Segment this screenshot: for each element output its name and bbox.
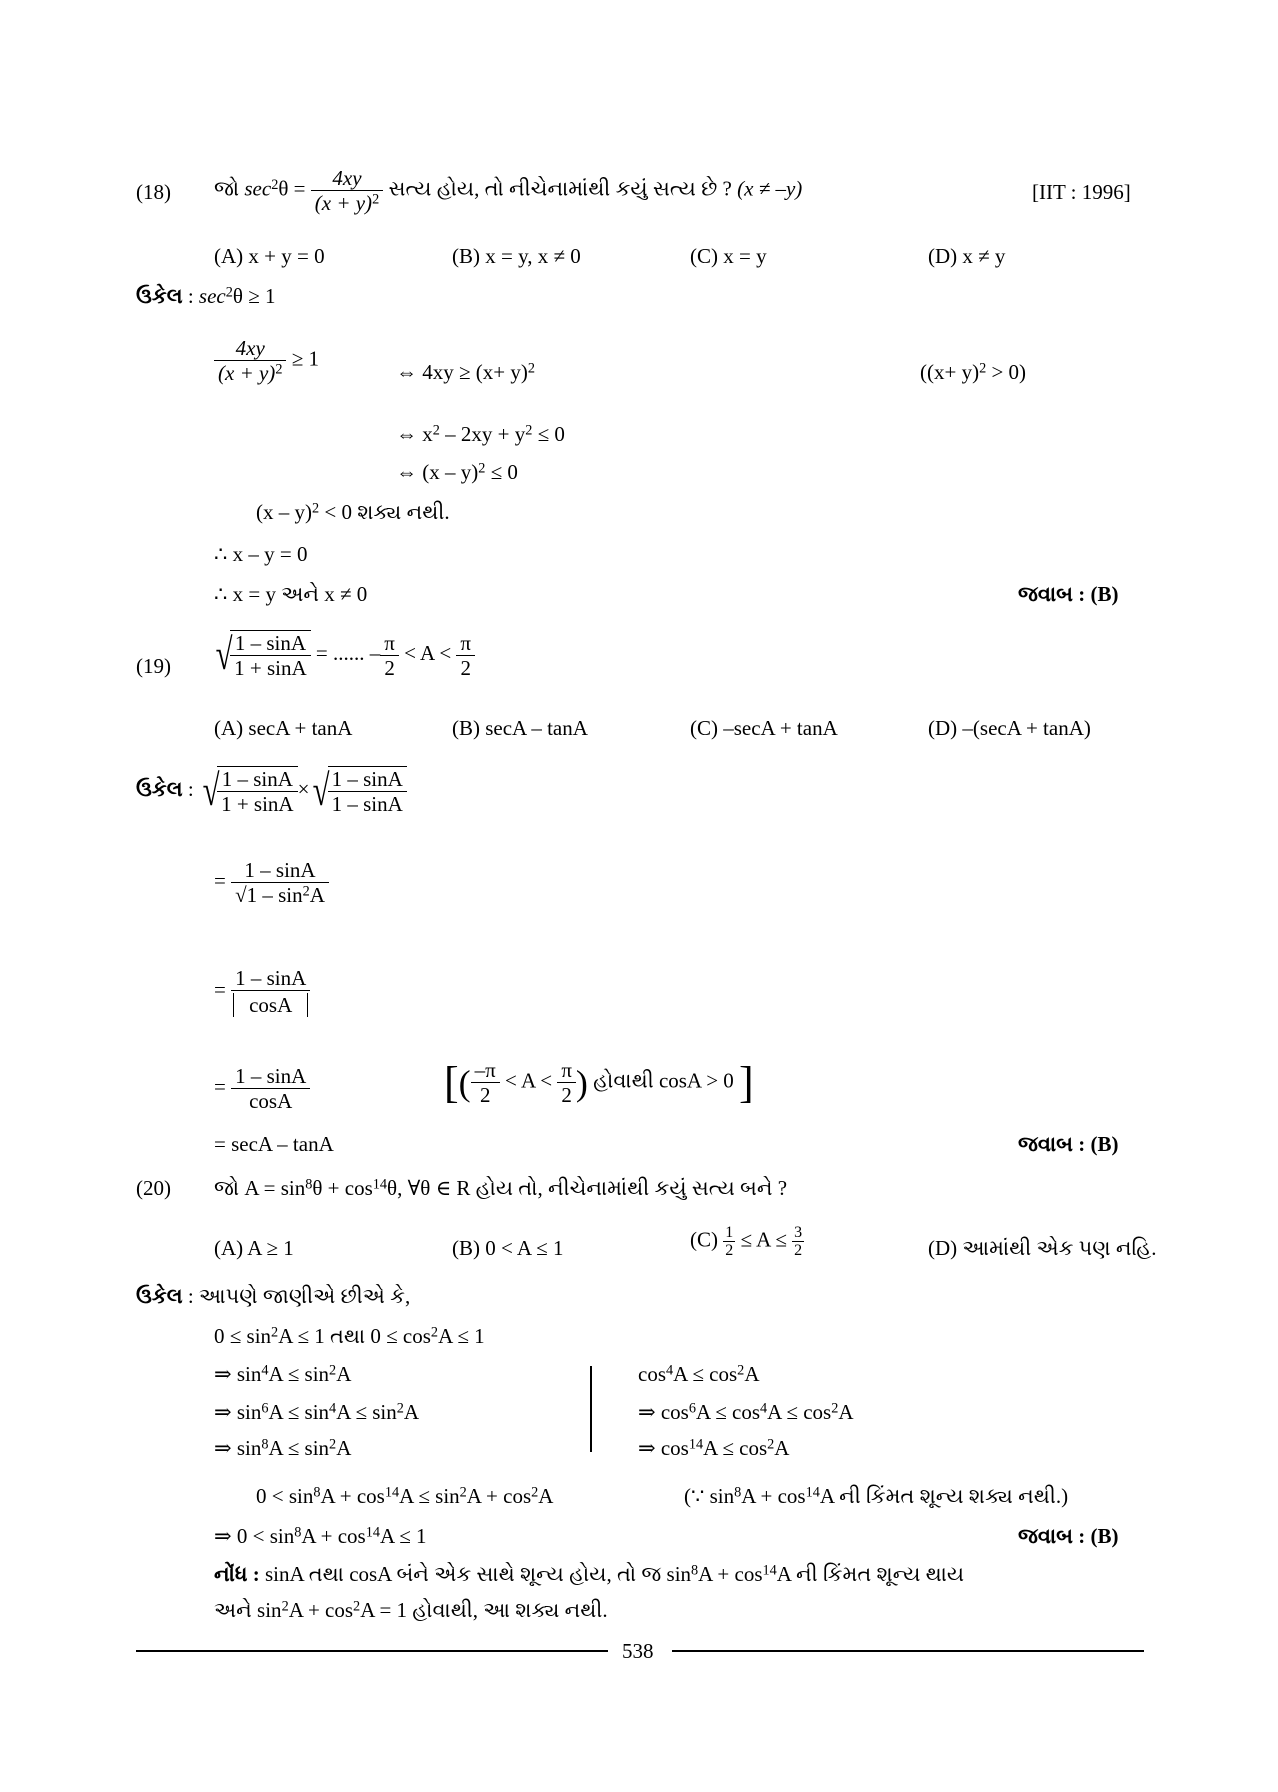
- q19-option-d: (D) –(secA + tanA): [928, 716, 1091, 740]
- q20-left-2-d: A: [403, 1400, 420, 1424]
- q20-left-2-a: ⇒ sin: [214, 1400, 262, 1424]
- q19-answer-label: જવાબ :: [1018, 1132, 1086, 1156]
- q19-sol-root-1-den: 1 + sinA: [221, 792, 294, 816]
- q19-line-2-den: cosA: [233, 993, 308, 1017]
- q20-line-6-b: A + cos: [301, 1524, 366, 1548]
- q20-three-num: 3: [794, 1224, 803, 1241]
- q18-option-a: (A) x + y = 0: [214, 244, 325, 268]
- q20-left-2-exp-c: 2: [396, 1400, 404, 1417]
- q20-left-2-exp-a: 6: [261, 1400, 269, 1417]
- q19-line-3-condition: [444, 1058, 754, 1107]
- q20-line-6: [214, 1524, 427, 1548]
- q19-line-3-num: 1 – sinA: [231, 1064, 310, 1089]
- q18-step-2-b: – 2xy + y: [439, 422, 526, 446]
- q18-step-3: [396, 460, 518, 484]
- q19-cond-low-num: –π: [471, 1058, 500, 1083]
- q18-option-d: (D) x ≠ y: [928, 244, 1006, 268]
- q18-step-1-den-exp: 2: [275, 361, 283, 378]
- q20-stem-a: જો A = sin: [214, 1176, 306, 1200]
- q19-line-3: [214, 1064, 310, 1113]
- q19-cond-high: [557, 1058, 576, 1107]
- q19-number: (19): [136, 654, 171, 678]
- q20-line-5-a: 0 < sin: [256, 1484, 314, 1508]
- q19-line-2: [214, 966, 310, 1017]
- q19-line-1: [214, 858, 329, 907]
- q20-line-1-exp-a: 2: [271, 1324, 279, 1341]
- q20-half-num: 1: [725, 1224, 734, 1241]
- q20-note-2-exp-b: 2: [353, 1598, 361, 1615]
- page-number: 538: [622, 1639, 654, 1663]
- q18-frac-den-exp: 2: [372, 191, 380, 208]
- q19-line-1-frac: [231, 858, 329, 907]
- q20-stem-exp-b: 14: [372, 1176, 388, 1193]
- q20-line-1-b: A ≤ 1 તથા 0 ≤ cos: [278, 1324, 431, 1348]
- q18-sol-ineq: θ ≥ 1: [232, 284, 276, 308]
- q20-option-d: (D) આમાંથી એક પણ નહિ.: [928, 1236, 1157, 1260]
- q20-left-1-c: A: [336, 1362, 352, 1386]
- q19-cond-high-num: π: [557, 1058, 576, 1083]
- q19-root-den: 1 + sinA: [234, 656, 307, 680]
- q18-step-2-c: ≤ 0: [532, 422, 565, 446]
- q18-step-2-exp-b: 2: [525, 422, 533, 439]
- q20-right-3-c: A: [774, 1436, 790, 1460]
- left-paren-icon: (: [458, 1062, 471, 1103]
- q18-step-1-den: (x + y): [218, 361, 276, 385]
- q20-line-5-note-exp-a: 8: [734, 1484, 742, 1501]
- q18-theta: θ =: [278, 176, 306, 201]
- q18-step-1-note: [920, 360, 1026, 384]
- q19-range-low: [380, 631, 399, 680]
- q20-option-c: [690, 1224, 804, 1259]
- q20-line-6-exp-a: 8: [294, 1524, 302, 1541]
- q20-option-c-half: [723, 1224, 735, 1259]
- q18-frac-den: (x + y): [314, 191, 373, 215]
- q18-step-4: [256, 500, 450, 524]
- q18-option-b: (B) x = y, x ≠ 0: [452, 244, 581, 268]
- q20-left-3: [214, 1436, 351, 1460]
- q19-root: [212, 630, 311, 680]
- q18-stem: [214, 166, 802, 215]
- q20-right-1-a: cos: [638, 1362, 666, 1386]
- q19-range-low-num: π: [380, 631, 399, 656]
- q20-line-5-note-c: A ની કિંમત શૂન્ય શક્ય નથી.): [819, 1484, 1069, 1508]
- radical-icon: √: [215, 630, 233, 679]
- left-bracket-icon: [: [444, 1057, 459, 1107]
- q18-step-1-note-tail: > 0): [986, 360, 1027, 384]
- q18-frac-num: 4xy: [311, 166, 383, 191]
- footer-rule-left: [136, 1650, 608, 1652]
- q19-range-high: [456, 631, 475, 680]
- q19-solution-colon: :: [187, 776, 194, 801]
- q20-left-1-a: ⇒ sin: [214, 1362, 262, 1386]
- q18-step-1-num: 4xy: [214, 336, 286, 361]
- q20-note-1-exp-b: 14: [762, 1562, 777, 1579]
- q20-note-1-c: A ની કિંમત શૂન્ય થાય: [776, 1562, 965, 1586]
- q20-option-c-three-half: [792, 1224, 804, 1259]
- q18-step-1-equiv-text: ⇔ 4xy ≥ (x+ y): [396, 360, 528, 384]
- q18-step-4-exp: 2: [312, 500, 320, 517]
- q20-right-3-exp-b: 2: [767, 1436, 775, 1453]
- q19-sol-root-2: [309, 766, 406, 816]
- q20-left-1-exp-a: 4: [261, 1362, 269, 1379]
- q19-line-1-den: 1 – sin: [246, 883, 303, 907]
- q20-line-5-e: A: [538, 1484, 554, 1508]
- q20-note-2-c: A = 1 હોવાથી, આ શક્ય નથી.: [360, 1598, 608, 1622]
- q18-step-1: [214, 336, 319, 385]
- q20-note-line-2: [214, 1598, 608, 1622]
- q19-root-num: 1 – sinA: [230, 631, 311, 656]
- q20-line-5-note-b: A + cos: [741, 1484, 806, 1508]
- q20-option-c-label: (C): [690, 1227, 718, 1252]
- q20-stem: [214, 1176, 787, 1200]
- q20-note-label: નોંધ :: [214, 1562, 260, 1586]
- q18-sec-exp: 2: [271, 176, 279, 193]
- q19-eq-dots: = ......: [315, 640, 365, 665]
- q18-option-c: (C) x = y: [690, 244, 767, 268]
- q20-line-5-exp-a: 8: [313, 1484, 321, 1501]
- q20-line-5-exp-b: 14: [384, 1484, 400, 1501]
- q20-line-5-exp-d: 2: [531, 1484, 539, 1501]
- q20-left-3-c: A: [336, 1436, 352, 1460]
- q20-left-3-exp-b: 2: [329, 1436, 337, 1453]
- q19-option-b: (B) secA – tanA: [452, 716, 588, 740]
- q19-answer-value: (B): [1090, 1132, 1119, 1156]
- q19-line-1-num: 1 – sinA: [231, 858, 329, 883]
- q19-cond-text: હોવાથી cosA > 0: [593, 1068, 734, 1093]
- q20-number: (20): [136, 1176, 171, 1200]
- q20-left-2: [214, 1400, 419, 1424]
- q19-range-low-den: 2: [384, 655, 395, 680]
- q18-sec: sec: [244, 176, 272, 201]
- q18-step-2-a: ⇔ x: [396, 422, 433, 446]
- q20-note-1-b: A + cos: [698, 1562, 763, 1586]
- q18-condition: (x ≠ –y): [737, 176, 803, 201]
- q18-step-1-equiv-exp: 2: [527, 360, 535, 377]
- q20-answer: [1018, 1524, 1118, 1548]
- q18-reference: [IIT : 1996]: [1032, 180, 1131, 204]
- q20-line-5-c: A ≤ sin: [399, 1484, 460, 1508]
- q18-solution-label: ઉકેલ: [136, 284, 183, 308]
- q19-line-3-frac: [231, 1064, 310, 1113]
- right-paren-icon: ): [575, 1062, 588, 1103]
- q19-line-2-num: 1 – sinA: [231, 966, 310, 991]
- column-divider: [590, 1366, 592, 1452]
- q20-note-line-1: [214, 1562, 964, 1586]
- q19-line-4: = secA – tanA: [214, 1132, 334, 1156]
- q18-answer: [1018, 582, 1118, 606]
- q19-sol-root-1: [199, 766, 298, 816]
- q20-right-2-exp-c: 2: [831, 1400, 839, 1417]
- q20-left-2-c: A ≤ sin: [336, 1400, 397, 1424]
- q20-right-1-b: A ≤ cos: [673, 1362, 738, 1386]
- q20-left-3-a: ⇒ sin: [214, 1436, 262, 1460]
- q20-right-1: [638, 1362, 759, 1386]
- q19-range-high-den: 2: [460, 655, 471, 680]
- q20-right-3-a: ⇒ cos: [638, 1436, 689, 1460]
- q19-option-a: (A) secA + tanA: [214, 716, 353, 740]
- q20-line-1: [214, 1324, 485, 1348]
- q20-right-2: [638, 1400, 854, 1424]
- q20-stem-b: θ + cos: [312, 1176, 373, 1200]
- q20-solution-first: [136, 1284, 410, 1308]
- q20-note-2-exp-a: 2: [281, 1598, 289, 1615]
- q19-range-minus: –: [369, 640, 381, 665]
- radical-icon: √: [313, 766, 330, 815]
- q20-line-6-a: ⇒ 0 < sin: [214, 1524, 295, 1548]
- q20-line-6-c: A ≤ 1: [379, 1524, 427, 1548]
- q20-note-2-b: A + cos: [288, 1598, 354, 1622]
- q18-step-1-note-exp: 2: [979, 360, 987, 377]
- q19-range-high-num: π: [456, 631, 475, 656]
- q20-right-2-exp-b: 4: [760, 1400, 768, 1417]
- q19-cond-low: [471, 1058, 500, 1107]
- q19-times: ×: [297, 776, 310, 801]
- q20-answer-label: જવાબ :: [1018, 1524, 1086, 1548]
- q20-right-1-c: A: [744, 1362, 760, 1386]
- q20-line-1-c: A ≤ 1: [438, 1324, 485, 1348]
- q18-answer-label: જવાબ :: [1018, 582, 1086, 606]
- q20-right-2-b: A ≤ cos: [695, 1400, 761, 1424]
- q19-cond-mid: < A <: [505, 1068, 553, 1093]
- q20-right-1-exp-a: 4: [666, 1362, 674, 1379]
- q20-left-1: [214, 1362, 351, 1386]
- q20-note-2-a: અને sin: [214, 1598, 282, 1622]
- q18-number: (18): [136, 180, 171, 204]
- q20-solution-label: ઉકેલ: [136, 1284, 183, 1308]
- q20-stem-c: θ, ∀θ ∈ R હોય તો, નીચેનામાંથી કયું સત્ય બને ?: [387, 1176, 788, 1200]
- q19-option-c: (C) –secA + tanA: [690, 716, 838, 740]
- q20-note-1-exp-a: 8: [691, 1562, 699, 1579]
- q20-line-5-exp-c: 2: [459, 1484, 467, 1501]
- q19-cond-low-den: 2: [479, 1083, 491, 1107]
- footer-rule-right: [672, 1650, 1144, 1652]
- q19-line-3-eq: =: [214, 1074, 226, 1099]
- q19-line-2-frac: [231, 966, 310, 1017]
- q20-line-5-b: A + cos: [320, 1484, 385, 1508]
- q19-line-1-den-exp: 2: [302, 883, 310, 900]
- q18-stem-lead: જો: [214, 176, 240, 201]
- q20-right-2-d: A: [838, 1400, 854, 1424]
- q20-line-5-note: [684, 1484, 1068, 1508]
- q18-step-5: ∴ x – y = 0: [214, 542, 308, 566]
- q20-solution-intro: : આપણે જાણીએ છીએ કે,: [187, 1284, 411, 1308]
- q18-sol-sec-exp: 2: [225, 284, 233, 301]
- q20-option-c-mid: ≤ A ≤: [740, 1227, 787, 1252]
- q18-step-2-exp-a: 2: [432, 422, 440, 439]
- q19-cond-high-den: 2: [561, 1083, 572, 1107]
- q18-step-6: ∴ x = y અને x ≠ 0: [214, 582, 368, 606]
- q20-note-1-a: sinA તથા cosA બંને એક સાથે શૂન્ય હોય, તો જ sin: [265, 1562, 692, 1586]
- q20-option-a: (A) A ≥ 1: [214, 1236, 294, 1260]
- q18-step-3-a: ⇔ (x – y): [396, 460, 479, 484]
- q20-stem-exp-a: 8: [305, 1176, 313, 1193]
- q19-answer: [1018, 1132, 1118, 1156]
- q19-line-1-eq: =: [214, 868, 226, 893]
- q18-solution-colon: :: [187, 284, 194, 308]
- q20-line-5-note-exp-b: 14: [805, 1484, 820, 1501]
- q20-line-5-d: A + cos: [466, 1484, 532, 1508]
- q20-left-3-exp-a: 8: [261, 1436, 269, 1453]
- q20-right-1-exp-b: 2: [737, 1362, 745, 1379]
- q18-step-1-rhs: ≥ 1: [291, 346, 319, 371]
- q20-three-den: 2: [794, 1242, 803, 1259]
- q20-left-2-exp-b: 4: [329, 1400, 337, 1417]
- q19-sol-root-2-num: 1 – sinA: [328, 767, 407, 792]
- q18-stem-body: સત્ય હોય, તો નીચેનામાંથી કયું સત્ય છે ?: [388, 176, 732, 201]
- q19-sol-root-2-den: 1 – sinA: [331, 792, 403, 816]
- q20-left-2-b: A ≤ sin: [268, 1400, 330, 1424]
- q18-step-1-equiv: [396, 360, 535, 384]
- q18-step-4-b: < 0 શક્ય નથી.: [319, 500, 450, 524]
- right-bracket-icon: ]: [739, 1057, 754, 1107]
- q20-half-den: 2: [725, 1242, 734, 1259]
- q20-line-1-a: 0 ≤ sin: [214, 1324, 272, 1348]
- q20-right-3-b: A ≤ cos: [703, 1436, 768, 1460]
- q18-step-3-b: ≤ 0: [485, 460, 518, 484]
- q20-right-2-a: ⇒ cos: [638, 1400, 689, 1424]
- q20-right-2-exp-a: 6: [688, 1400, 696, 1417]
- q19-sol-root-1-num: 1 – sinA: [217, 767, 298, 792]
- q18-answer-value: (B): [1090, 582, 1119, 606]
- q19-line-1-den-tail: A: [309, 883, 325, 907]
- q19-line-2-eq: =: [214, 977, 226, 1002]
- q20-left-1-exp-b: 2: [329, 1362, 337, 1379]
- q19-line-3-den: cosA: [249, 1089, 293, 1113]
- q18-solution-first: [136, 284, 275, 308]
- q18-sol-sec: sec: [198, 284, 226, 308]
- q20-answer-value: (B): [1090, 1524, 1119, 1548]
- q20-left-3-b: A ≤ sin: [268, 1436, 330, 1460]
- q18-step-4-a: (x – y): [256, 500, 312, 524]
- q20-line-5: [256, 1484, 553, 1508]
- radical-icon: √: [202, 766, 220, 815]
- q20-line-6-exp-b: 14: [365, 1524, 380, 1541]
- radical-icon: √: [235, 883, 247, 907]
- q20-option-b: (B) 0 < A ≤ 1: [452, 1236, 564, 1260]
- q20-line-5-note-a: (∵ sin: [684, 1484, 735, 1508]
- q18-fraction: [311, 166, 383, 215]
- q20-line-1-exp-b: 2: [430, 1324, 439, 1341]
- q20-right-3-exp-a: 14: [688, 1436, 704, 1453]
- q19-solution-label: ઉકેલ: [136, 776, 183, 801]
- q19-range-mid: < A <: [404, 640, 452, 665]
- q19-solution-first: [136, 766, 407, 816]
- q18-step-2: [396, 422, 565, 446]
- q19-stem: [212, 630, 475, 680]
- q18-step-1-note-text: ((x+ y): [920, 360, 980, 384]
- q20-right-3: [638, 1436, 789, 1460]
- q18-step-3-exp: 2: [478, 460, 486, 477]
- q20-right-2-c: A ≤ cos: [767, 1400, 832, 1424]
- q18-step-1-frac: [214, 336, 286, 385]
- q20-left-1-b: A ≤ sin: [268, 1362, 330, 1386]
